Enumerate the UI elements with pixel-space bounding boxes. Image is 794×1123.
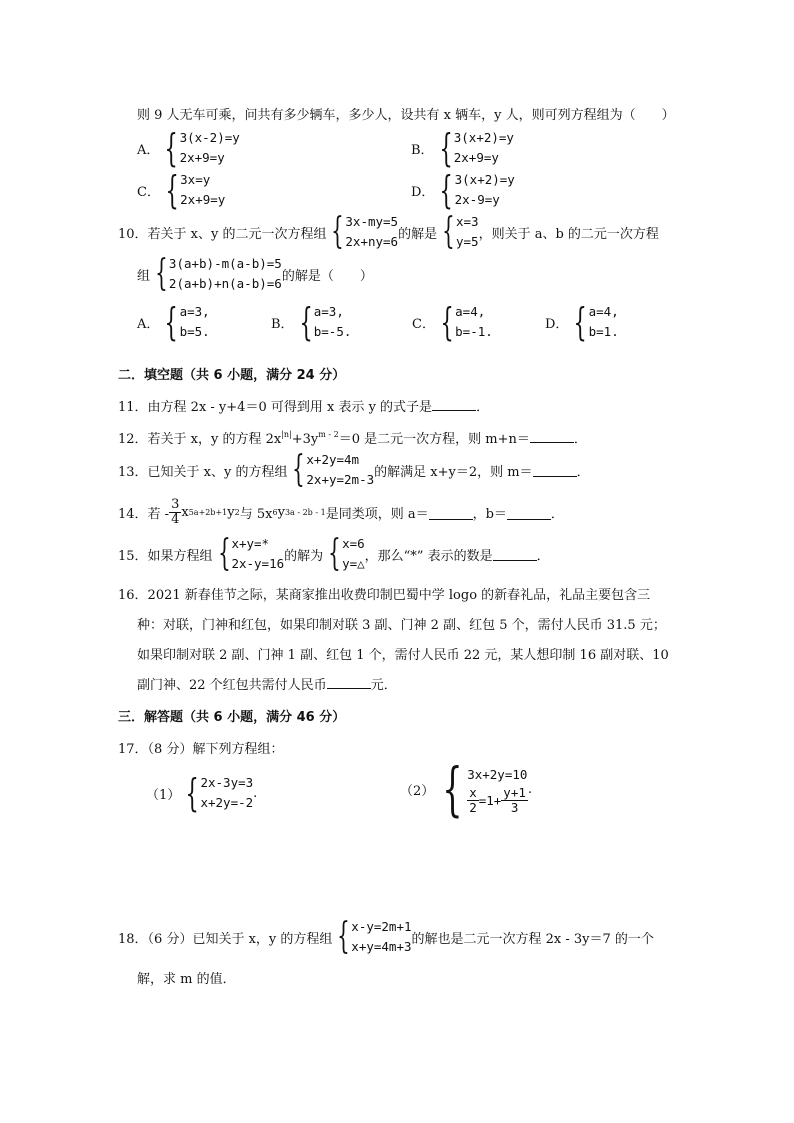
- q10-option-b[interactable]: [271, 302, 351, 342]
- exponent: 6: [272, 508, 278, 517]
- q11-end: ．: [476, 400, 490, 415]
- answer-blank[interactable]: [530, 429, 574, 443]
- q9-option-d[interactable]: [411, 170, 515, 210]
- eq-row: 2x+ny=6: [345, 234, 399, 249]
- q18-text-a: 18．（6 分）已知关于 x，y 的方程组: [118, 931, 333, 947]
- q11-text: 11．由方程 2x - y+4＝0 可得到用 x 表示 y 的式子是: [118, 400, 433, 415]
- q16-line4-text: 副门神、22 个红包共需付人民币: [137, 678, 327, 693]
- eq-row: 2x+9=y: [179, 150, 225, 165]
- eq-row: x=3: [456, 214, 479, 229]
- q9-option-a[interactable]: [137, 128, 240, 168]
- q9-option-b[interactable]: [411, 128, 514, 168]
- q14-text-a: 14．若 -: [118, 507, 170, 522]
- eq-row: 3x-my=5: [345, 214, 399, 229]
- q10-suffix: ，则关于 a、b 的二元一次方程: [478, 226, 659, 242]
- eq-row: 3x=y: [180, 172, 211, 187]
- eq-row: 2x+9=y: [180, 192, 226, 207]
- eq-row: a=4,: [455, 304, 486, 319]
- eq-row: 3(x-2)=y: [179, 130, 240, 145]
- q16-line1: 16．2021 新春佳节之际，某商家推出收费印制巴蜀中学 logo 的新春礼品，礼品主要包含三: [118, 588, 651, 603]
- eq-row: x-y=2m+1: [351, 919, 412, 934]
- brace-icon: {: [442, 211, 455, 252]
- brace-icon: {: [299, 300, 313, 344]
- option-label: B．: [271, 316, 294, 332]
- brace-icon: {: [155, 253, 168, 294]
- part-end: .: [527, 781, 533, 797]
- brace-icon: {: [328, 533, 341, 574]
- brace-icon: {: [337, 916, 351, 957]
- brace-icon: {: [165, 168, 179, 212]
- eq-row: 2x-y=16: [231, 556, 285, 571]
- option-label: D．: [545, 316, 569, 332]
- q14-text-f: 是同类项，则 a＝: [325, 507, 429, 522]
- section-heading-fill-in: 二．填空题（共 6 小题，满分 24 分）: [118, 368, 346, 383]
- q10-prefix: 10．若关于 x、y 的二元一次方程组: [118, 226, 327, 242]
- q14-text-g: ，b＝: [472, 507, 507, 522]
- q15-text-c: ，那么“*” 表示的数是: [364, 548, 493, 564]
- q18-line2: 解，求 m 的值．: [137, 972, 236, 987]
- option-label: C．: [137, 184, 160, 200]
- q14-text-b: x: [181, 505, 189, 520]
- eq-row: x+y=*: [231, 536, 270, 551]
- eq-row-fraction: [467, 786, 528, 815]
- q13: [118, 450, 590, 490]
- q14-text-e: y: [277, 505, 285, 520]
- q11: [118, 396, 489, 415]
- eq-row: 2x-3y=3: [200, 775, 254, 790]
- q10-option-d[interactable]: [545, 302, 619, 342]
- exponent: 2: [234, 508, 240, 517]
- q12-text-c: ＝0 是二元一次方程，则 m+n＝: [338, 432, 530, 447]
- option-label: D．: [411, 184, 435, 200]
- q10-option-a[interactable]: [137, 302, 210, 342]
- q14: [118, 498, 564, 527]
- option-label: A．: [137, 142, 160, 158]
- brace-icon: {: [164, 126, 179, 170]
- section-heading-solve: 三．解答题（共 6 小题，满分 46 分）: [118, 710, 346, 725]
- exponent: |n|: [281, 430, 292, 439]
- q10-line2-suffix: 的解是（ ）: [281, 268, 373, 284]
- eq-row: b=-5.: [313, 324, 352, 339]
- q10-mid: 的解是: [398, 226, 438, 242]
- eq-row: b=1.: [588, 324, 619, 339]
- eq-row: x+2y=4m: [306, 452, 360, 467]
- q13-text-b: 的解满足 x+y＝2，则 m＝: [374, 464, 533, 480]
- q12: [118, 428, 587, 447]
- numerator: y+1: [503, 784, 526, 800]
- eq-mid: =1+: [478, 792, 502, 808]
- eq-row: 2x-9=y: [454, 192, 500, 207]
- q14-text-c: y: [227, 505, 235, 520]
- q17-title: 17．（8 分）解下列方程组：: [118, 742, 284, 757]
- eq-row: 2x+9=y: [453, 150, 499, 165]
- fraction: [501, 786, 528, 815]
- option-label: C．: [412, 316, 435, 332]
- q16-line2: 种：对联，门神和红包，如果印制对联 3 副、门神 2 副、红包 5 个，需付人民币 31.5 元；: [137, 618, 666, 633]
- q9-option-c[interactable]: [137, 170, 225, 210]
- q15-end: ．: [536, 548, 550, 564]
- brace-icon: {: [331, 211, 345, 252]
- q17-part2: [400, 755, 533, 823]
- q14-text-d: 与 5x: [239, 507, 273, 522]
- q12-text-b: +3y: [291, 432, 319, 447]
- q12-text-a: 12．若关于 x，y 的方程 2x: [118, 432, 282, 447]
- q15-text-a: 15．如果方程组: [118, 548, 213, 564]
- option-label: B．: [411, 142, 434, 158]
- q16-line4-end: 元．: [370, 678, 397, 693]
- eq-row: 3x+2y=10: [467, 766, 528, 782]
- q9-tail: 则 9 人无车可乘，问共有多少辆车，多少人，设共有 x 辆车，y 人，则可列方程组为（ ）: [137, 108, 675, 123]
- q16-line3: 如果印制对联 2 副、门神 1 副、红包 1 个，需付人民币 22 元，某人想印制 16 副对联、10: [137, 648, 669, 663]
- eq-row: x+2y=-2: [200, 795, 254, 810]
- brace-icon: {: [440, 300, 454, 344]
- option-label: A．: [137, 316, 160, 332]
- q17-part1: [146, 773, 257, 813]
- answer-blank-a[interactable]: [429, 506, 473, 520]
- q12-end: ．: [573, 432, 587, 447]
- eq-row: a=3,: [179, 304, 210, 319]
- eq-row: 3(x+2)=y: [454, 172, 515, 187]
- eq-row: a=3,: [313, 304, 344, 319]
- answer-blank[interactable]: [533, 463, 577, 477]
- brace-icon: {: [292, 449, 306, 490]
- denominator: 3: [510, 799, 519, 815]
- answer-blank[interactable]: [327, 675, 371, 689]
- q15-text-b: 的解为: [284, 548, 324, 564]
- eq-row: y=△: [342, 556, 365, 571]
- part-label: （2）: [400, 783, 435, 799]
- eq-row: x=6: [342, 536, 365, 551]
- fraction: [467, 786, 479, 815]
- eq-row: a=4,: [588, 304, 619, 319]
- exponent: 5a+2b+1: [188, 508, 228, 517]
- numerator: x: [469, 784, 477, 800]
- part-end: .: [253, 785, 258, 801]
- exponent: m - 2: [318, 430, 339, 439]
- eq-row: 3(a+b)-m(a-b)=5: [168, 256, 282, 271]
- fraction: [169, 498, 181, 527]
- q15: [118, 534, 550, 574]
- denominator: 2: [469, 799, 477, 815]
- q18-line1: [118, 917, 654, 957]
- brace-icon: {: [217, 533, 231, 574]
- eq-row: y=5: [456, 234, 479, 249]
- brace-icon: {: [439, 168, 454, 212]
- q18-text-b: 的解也是二元一次方程 2x - 3y＝7 的一个: [411, 931, 654, 947]
- eq-row: 2(a+b)+n(a-b)=6: [168, 276, 282, 291]
- exponent: 3a - 2b - 1: [284, 508, 326, 517]
- q13-text-a: 13．已知关于 x、y 的方程组: [118, 464, 288, 480]
- answer-blank[interactable]: [493, 547, 537, 561]
- brace-icon: {: [185, 771, 200, 815]
- numerator: 3: [171, 497, 180, 512]
- brace-icon: {: [439, 126, 453, 170]
- brace-icon: {: [573, 300, 588, 344]
- answer-blank-b[interactable]: [507, 506, 551, 520]
- q10-line2-prefix: 组: [137, 268, 151, 284]
- eq-row: 2x+y=2m-3: [306, 472, 375, 487]
- eq-row: b=-1.: [455, 324, 493, 339]
- q13-end: ．: [576, 464, 590, 480]
- eq-row: b=5.: [179, 324, 210, 339]
- q10-line2: [137, 254, 373, 294]
- q10-option-c[interactable]: [412, 302, 493, 342]
- eq-row: x+y=4m+3: [351, 939, 412, 954]
- q14-end: ．: [550, 507, 564, 522]
- part-label: （1）: [146, 787, 181, 803]
- brace-icon: {: [164, 300, 179, 344]
- q16-line4: [137, 674, 397, 693]
- brace-icon: {: [442, 755, 463, 823]
- denominator: 4: [171, 512, 180, 527]
- answer-blank[interactable]: [432, 397, 476, 411]
- eq-row: 3(x+2)=y: [453, 130, 514, 145]
- q10-line1: [118, 212, 659, 252]
